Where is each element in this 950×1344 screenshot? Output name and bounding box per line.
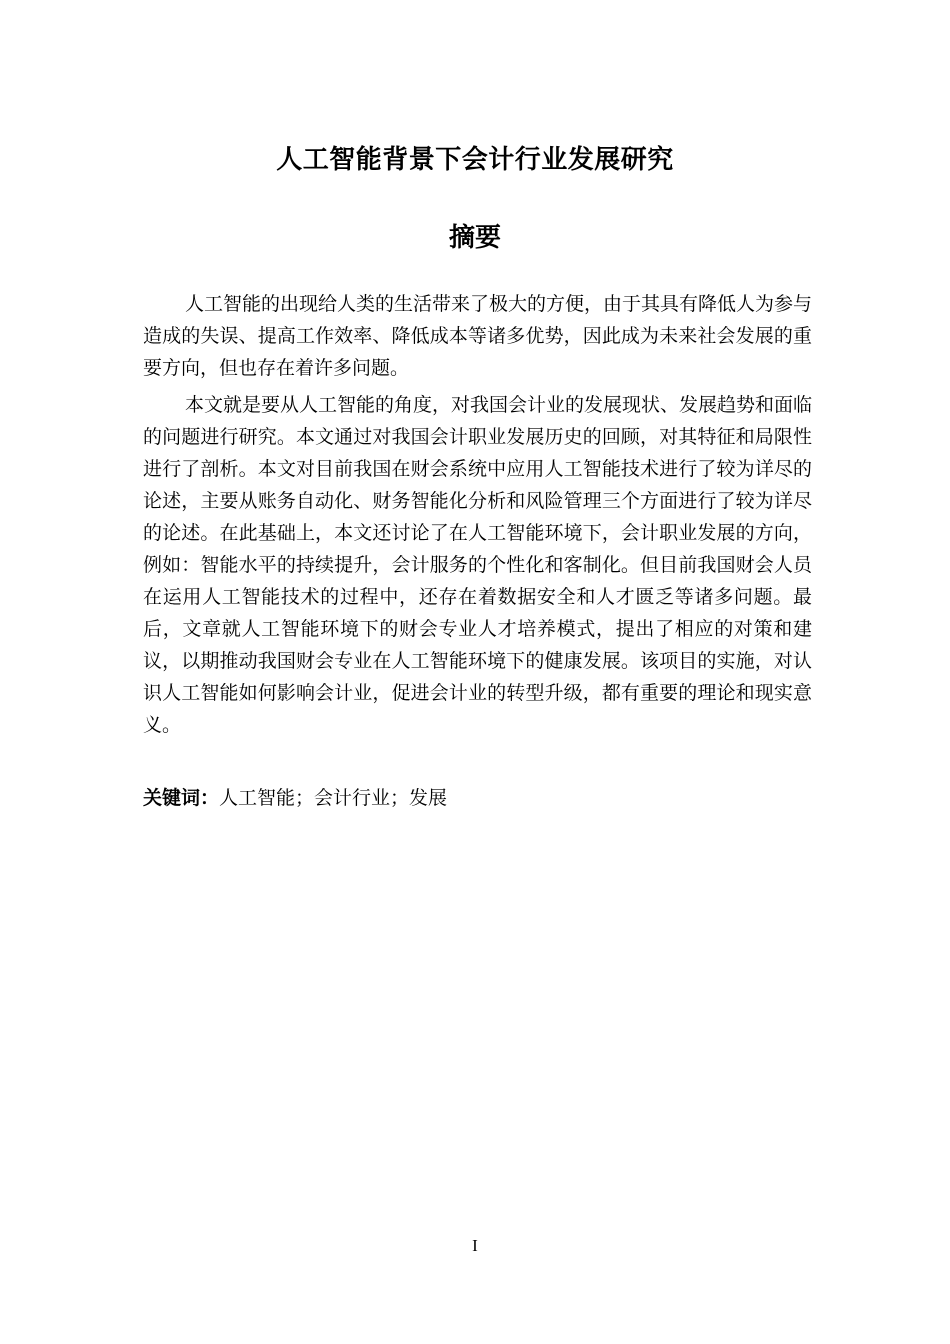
abstract-heading: 摘要	[448, 222, 501, 252]
keywords-text: 人工智能；会计行业；发展	[219, 788, 448, 809]
document-title: 人工智能背景下会计行业发展研究	[276, 144, 674, 174]
keywords-line	[143, 783, 812, 815]
abstract-body	[143, 289, 812, 815]
page-number: I	[472, 1236, 478, 1255]
abstract-paragraph-2: 本文就是要从人工智能的角度，对我国会计业的发展现状、发展趋势和面临的问题进行研究。本文通过对我国会计职业发展历史的回顾，对其特征和局限性进行了剖析。本文对目前我国在财会系统中应用人工智能技术进行了较为详尽的论述，主要从账务自动化、财务智能化分析和风险管理三个方面进行了较为详尽的论述。在此基础上，本文还讨论了在人工智能环境下，会计职业发展的方向，例如：智能水平的持续提升，会计服务的个性化和客制化。但目前我国财会人员在运用人工智能技术的过程中，还存在着数据安全和人才匮乏等诸多问题。最后，文章就人工智能环境下的财会专业人才培养模式，提出了相应的对策和建议，以期推动我国财会专业在人工智能环境下的健康发展。该项目的实施，对认识人工智能如何影响会计业，促进会计业的转型升级，都有重要的理论和现实意义。	[143, 395, 813, 736]
keywords-label: 关键词：	[143, 788, 220, 809]
abstract-paragraph-1: 人工智能的出现给人类的生活带来了极大的方便，由于其具有降低人为参与 造成的失误、提高工作效率、降低成本等诸多优势，因此成为未来社会发展的重 要方向，但也存在着许多问题。	[143, 294, 813, 379]
